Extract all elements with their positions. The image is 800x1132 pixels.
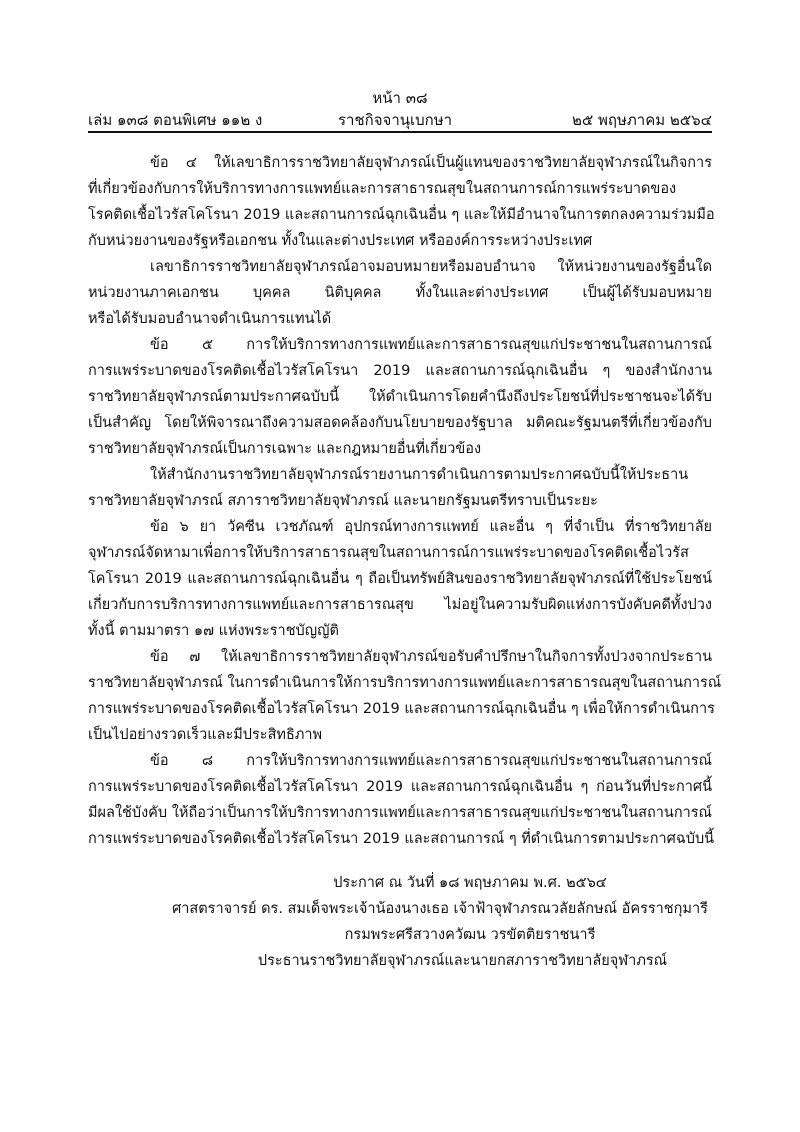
text-line: การแพร่ระบาดของโรคติดเชื้อไวรัสโคโรนา 2019 และสถานการณ์ ๆ ที่ดำเนินการตามประกาศฉบับนี้ (88, 831, 715, 847)
text-line: ราชวิทยาลัยจุฬาภรณ์ตามประกาศฉบับนี้ ให้ดำเนินการโดยคำนึงถึงประโยชน์ที่ประชาชนจะได้รับ (88, 389, 712, 405)
gazette-header (88, 108, 712, 130)
text-line: ข้อ ๘ การให้บริการทางการแพทย์และการสาธารณสุขแก่ประชาชนในสถานการณ์ (150, 753, 712, 769)
text-line: มีผลใช้บังคับ ให้ถือว่าเป็นการให้บริการทางการแพทย์และการสาธารณสุขแก่ประชาชนในสถานการณ์ (88, 805, 712, 821)
text-line: ราชวิทยาลัยจุฬาภรณ์เป็นการเฉพาะ และกฎหมายอื่นที่เกี่ยวข้อง (88, 441, 482, 457)
text-line: หน่วยงานภาคเอกชน บุคคล นิติบุคคล ทั้งในและต่างประเทศ เป็นผู้ได้รับมอบหมาย (88, 285, 712, 301)
paragraph (88, 462, 712, 514)
signature-line: ประธานราชวิทยาลัยจุฬาภรณ์และนายกสภาราชวิทยาลัยจุฬาภรณ์ (257, 953, 668, 969)
paragraph (88, 332, 712, 462)
page-number: หน้า ๓๘ (372, 89, 428, 107)
text-line: เกี่ยวกับการบริการทางการแพทย์และการสาธารณสุข ไม่อยู่ในความรับผิดแห่งการบังคับคดีทั้งปวง (88, 597, 712, 613)
text-line: ราชวิทยาลัยจุฬาภรณ์ ในการดำเนินการให้การบริการทางการแพทย์และการสาธารณสุขในสถานการณ์ (88, 675, 722, 691)
text-line: ที่เกี่ยวข้องกับการให้บริการทางการแพทย์และการสาธารณสุขในสถานการณ์การแพร่ระบาดของ (88, 181, 677, 197)
text-line: เลขาธิการราชวิทยาลัยจุฬาภรณ์อาจมอบหมายหรือมอบอำนาจ ให้หน่วยงานของรัฐอื่นใด (150, 259, 712, 275)
text-line: ข้อ ๕ การให้บริการทางการแพทย์และการสาธารณสุขแก่ประชาชนในสถานการณ์ (150, 337, 712, 353)
header-rule (88, 131, 712, 133)
publication-title: ราชกิจจานุเบกษา (338, 111, 453, 129)
paragraph (88, 644, 722, 748)
paragraph (88, 150, 715, 254)
text-line: ข้อ ๖ ยา วัคซีน เวชภัณฑ์ อุปกรณ์ทางการแพทย์ และอื่น ๆ ที่จำเป็น ที่ราชวิทยาลัย (150, 519, 712, 535)
text-line: จุฬาภรณ์จัดหามาเพื่อการให้บริการสาธารณสุขในสถานการณ์การแพร่ระบาดของโรคติดเชื้อไวรัส (88, 545, 689, 561)
publication-date: ๒๕ พฤษภาคม ๒๕๖๔ (572, 111, 712, 129)
text-line: กับหน่วยงานของรัฐหรือเอกชน ทั้งในและต่างประเทศ หรือองค์การระหว่างประเทศ (88, 233, 593, 249)
signature-line: กรมพระศรีสวางควัฒน วรขัตติยราชนารี (344, 927, 596, 943)
document-body (88, 150, 722, 852)
volume-issue: เล่ม ๑๓๘ ตอนพิเศษ ๑๑๒ ง (88, 111, 263, 129)
text-line: การแพร่ระบาดของโรคติดเชื้อไวรัสโคโรนา 2019 และสถานการณ์ฉุกเฉินอื่น ๆ ของสำนักงาน (88, 363, 712, 379)
text-line: โรคติดเชื้อไวรัสโคโรนา 2019 และสถานการณ์ฉุกเฉินอื่น ๆ และให้มีอำนาจในการตกลงความร่วมมือ (88, 207, 715, 223)
signature-block (0, 870, 800, 974)
text-line: ราชวิทยาลัยจุฬาภรณ์ สภาราชวิทยาลัยจุฬาภรณ์ และนายกรัฐมนตรีทราบเป็นระยะ (88, 493, 598, 509)
text-line: ทั้งนี้ ตามมาตรา ๑๗ แห่งพระราชบัญญัติ (88, 623, 339, 639)
signature-line: ประกาศ ณ วันที่ ๑๘ พฤษภาคม พ.ศ. ๒๕๖๔ (333, 875, 607, 891)
signature-line: ศาสตราจารย์ ดร. สมเด็จพระเจ้าน้องนางเธอ เจ้าฟ้าจุฬาภรณวลัยลักษณ์ อัครราชกุมารี (172, 901, 708, 917)
text-line: เป็นไปอย่างรวดเร็วและมีประสิทธิภาพ (88, 727, 323, 743)
text-line: เป็นสำคัญ โดยให้พิจารณาถึงความสอดคล้องกับนโยบายของรัฐบาล มติคณะรัฐมนตรีที่เกี่ยวข้องกับ (88, 415, 712, 431)
text-line: การแพร่ระบาดของโรคติดเชื้อไวรัสโคโรนา 2019 และสถานการณ์ฉุกเฉินอื่น ๆ ก่อนวันที่ประกาศนี้ (88, 779, 712, 795)
text-line: การแพร่ระบาดของโรคติดเชื้อไวรัสโคโรนา 2019 และสถานการณ์ฉุกเฉินอื่น ๆ เพื่อให้การดำเนินการ (88, 701, 715, 717)
text-line: ข้อ ๗ ให้เลขาธิการราชวิทยาลัยจุฬาภรณ์ขอรับคำปรึกษาในกิจการทั้งปวงจากประธาน (150, 649, 712, 665)
text-line: โคโรนา 2019 และสถานการณ์ฉุกเฉินอื่น ๆ ถือเป็นทรัพย์สินของราชวิทยาลัยจุฬาภรณ์ที่ใช้ประโยชน์ (88, 571, 712, 587)
text-line: ให้สำนักงานราชวิทยาลัยจุฬาภรณ์รายงานการดำเนินการตามประกาศฉบับนี้ให้ประธาน (150, 467, 689, 483)
paragraph (88, 254, 712, 332)
paragraph (88, 514, 712, 644)
text-line: หรือได้รับมอบอำนาจดำเนินการแทนได้ (88, 311, 332, 327)
text-line: ข้อ ๔ ให้เลขาธิการราชวิทยาลัยจุฬาภรณ์เป็นผู้แทนของราชวิทยาลัยจุฬาภรณ์ในกิจการ (150, 155, 712, 171)
paragraph (88, 748, 715, 852)
